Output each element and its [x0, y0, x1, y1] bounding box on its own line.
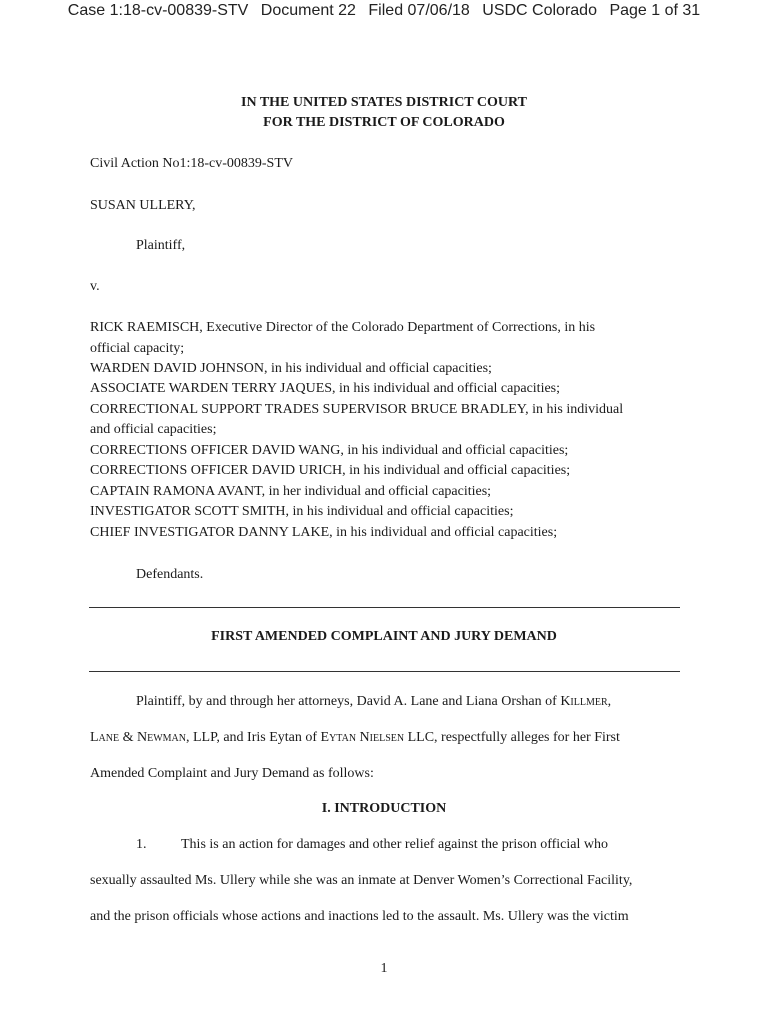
- firm-name: Eytan Nielsen: [320, 730, 405, 745]
- document-number: Document 22: [260, 2, 356, 19]
- court-title-line-1: IN THE UNITED STATES DISTRICT COURT: [241, 95, 527, 110]
- defendant-line: RICK RAEMISCH, Executive Director of the Colorado Department of Corrections, in his: [90, 320, 596, 335]
- paragraph-number: 1.: [136, 837, 147, 852]
- firm-name: Killmer,: [560, 694, 612, 709]
- complaint-title: FIRST AMENDED COMPLAINT AND JURY DEMAND: [211, 629, 557, 644]
- defendant-line: INVESTIGATOR SCOTT SMITH, in his individual and official capacities;: [90, 504, 514, 519]
- section-heading: I. INTRODUCTION: [321, 801, 447, 816]
- divider-top: [89, 607, 680, 608]
- court-name: USDC Colorado: [482, 2, 597, 19]
- intro-line-2: [90, 730, 620, 746]
- filed-date: Filed 07/06/18: [368, 2, 470, 19]
- defendant-line: CORRECTIONAL SUPPORT TRADES SUPERVISOR BRUCE BRADLEY, in his individual: [90, 402, 624, 417]
- court-title-line-2: FOR THE DISTRICT OF COLORADO: [263, 115, 505, 130]
- defendant-line: official capacity;: [90, 341, 185, 356]
- intro-line-1: [136, 694, 611, 710]
- intro-text: LLC, respectfully alleges for her First: [404, 730, 620, 745]
- defendant-line: ASSOCIATE WARDEN TERRY JAQUES, in his individual and official capacities;: [90, 381, 561, 396]
- case-number: Case 1:18-cv-00839-STV: [67, 2, 249, 19]
- intro-text: , LLP, and Iris Eytan of: [186, 730, 321, 745]
- paragraph-line-2: sexually assaulted Ms. Ullery while she was an inmate at Denver Women’s Correctional Facility,: [90, 873, 633, 888]
- civil-action-number: Civil Action No1:18-cv-00839-STV: [90, 156, 293, 171]
- divider-bottom: [89, 671, 680, 672]
- intro-text: Plaintiff, by and through her attorneys, David A. Lane and Liana Orshan of: [136, 694, 561, 709]
- page-number: 1: [380, 961, 388, 976]
- paragraph-line-3: and the prison officials whose actions and inactions led to the assault. Ms. Ullery was the victim: [90, 909, 629, 924]
- defendant-line: CORRECTIONS OFFICER DAVID WANG, in his individual and official capacities;: [90, 443, 569, 458]
- defendants-label: Defendants.: [136, 567, 204, 582]
- defendant-line: CORRECTIONS OFFICER DAVID URICH, in his individual and official capacities;: [90, 463, 571, 478]
- intro-line-3: Amended Complaint and Jury Demand as follows:: [90, 766, 374, 781]
- defendant-line: CAPTAIN RAMONA AVANT, in her individual and official capacities;: [90, 484, 492, 499]
- filing-header: [0, 2, 768, 20]
- page-indicator: Page 1 of 31: [609, 2, 701, 19]
- firm-name: Lane & Newman: [90, 730, 186, 745]
- defendant-line: and official capacities;: [90, 422, 217, 437]
- defendant-line: WARDEN DAVID JOHNSON, in his individual and official capacities;: [90, 361, 492, 376]
- versus: v.: [90, 279, 100, 294]
- paragraph-line-1: This is an action for damages and other relief against the prison official who: [181, 837, 608, 852]
- plaintiff-label: Plaintiff,: [136, 238, 186, 253]
- plaintiff-name: SUSAN ULLERY,: [90, 198, 196, 213]
- defendant-line: CHIEF INVESTIGATOR DANNY LAKE, in his individual and official capacities;: [90, 525, 558, 540]
